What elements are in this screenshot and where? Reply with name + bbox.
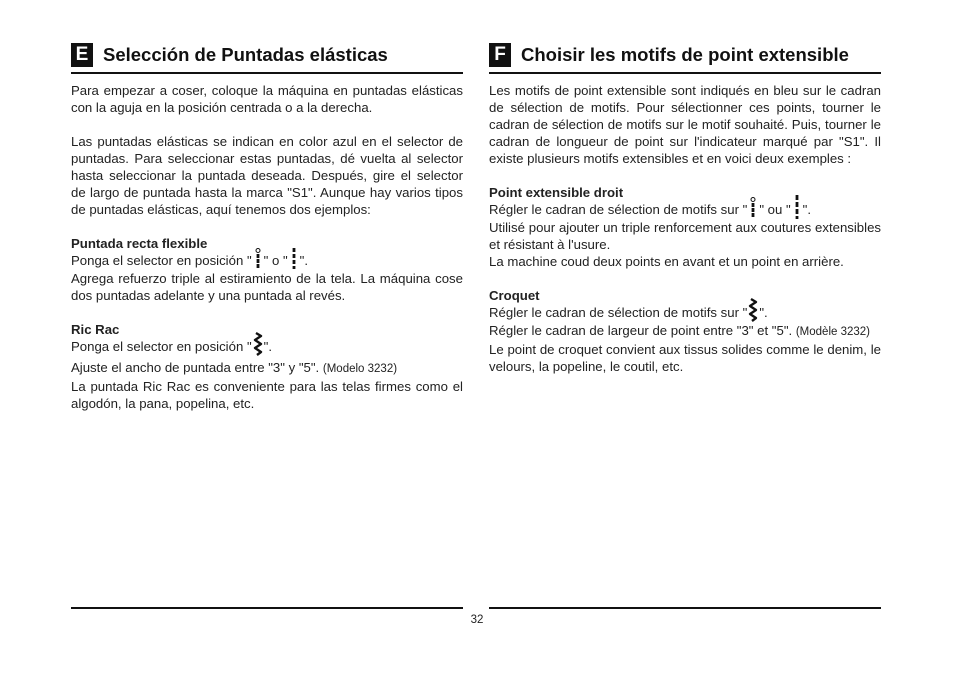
footer-rule-right bbox=[489, 607, 881, 609]
instruction-line: Régler le cadran de sélection de motifs sur " ". bbox=[489, 304, 881, 322]
subheading-ric-rac: Ric Rac bbox=[71, 322, 120, 338]
instruction-line: Ponga el selector en posición " " o " ". bbox=[71, 252, 463, 270]
straight-stretch-usage: Utilisé pour ajouter un triple renforcement aux coutures extensibles et résistant à l'usure. bbox=[489, 220, 881, 253]
footer-rule-left bbox=[71, 607, 463, 609]
subheading-straight-stretch: Puntada recta flexible bbox=[71, 236, 208, 251]
croquet-description: Le point de croquet convient aux tissus solides comme le denim, le velours, la popeline, le coutil, etc. bbox=[489, 342, 881, 375]
instruction-line: Régler le cadran de sélection de motifs sur " " ou " ". bbox=[489, 201, 881, 219]
width-instruction: Ajuste el ancho de puntada entre "3" y "5". (Modelo 3232) bbox=[71, 360, 398, 376]
description-paragraph: Las puntadas elásticas se indican en color azul en el selector de puntadas. Para seleccionar estas puntadas, dé vuelta al selector hasta seleccionar la puntada deseada. Después, gire el selector de largo de puntada hasta la marca "S1". Aunque hay varios tipos de puntadas elásticas, aquí tenemos dos ejemplos: bbox=[71, 134, 463, 217]
section-header bbox=[489, 40, 881, 74]
subheading-straight-stretch: Point extensible droit bbox=[489, 185, 624, 200]
subheading-croquet: Croquet bbox=[489, 288, 540, 304]
straight-stitch-center-icon bbox=[748, 202, 758, 219]
page-number: 32 bbox=[470, 614, 484, 626]
section-french bbox=[489, 40, 881, 375]
width-instruction: Régler le cadran de largeur de point entre "3" et "5". (Modèle 3232) bbox=[489, 323, 870, 339]
section-title: Selección de Puntadas elásticas bbox=[103, 44, 388, 65]
language-badge: E bbox=[71, 43, 93, 67]
section-title: Choisir les motifs de point extensible bbox=[521, 44, 849, 65]
ric-rac-description: La puntada Ric Rac es conveniente para las telas firmes como el algodón, la pana, popelina, etc. bbox=[71, 379, 463, 412]
section-header bbox=[71, 40, 463, 74]
intro-paragraph: Para empezar a coser, coloque la máquina en puntadas elásticas con la aguja en la posición centrada o a la derecha. bbox=[71, 83, 463, 115]
straight-stretch-description: Agrega refuerzo triple al estiramiento de la tela. La máquina cose dos puntadas adelante y una puntada al revés. bbox=[71, 271, 463, 304]
model-note: (Modelo 3232) bbox=[322, 363, 398, 376]
instruction-line: Ponga el selector en posición " ". bbox=[71, 338, 463, 356]
straight-stretch-description: La machine coud deux points en avant et un point en arrière. bbox=[489, 254, 844, 270]
model-note: (Modèle 3232) bbox=[795, 326, 870, 339]
language-badge: F bbox=[489, 43, 511, 67]
ric-rac-stitch-icon bbox=[253, 339, 263, 356]
ric-rac-stitch-icon bbox=[748, 305, 758, 322]
straight-stitch-icon bbox=[289, 253, 299, 270]
straight-stitch-icon bbox=[792, 202, 802, 219]
section-spanish bbox=[71, 40, 463, 412]
straight-stitch-center-icon bbox=[253, 253, 263, 270]
intro-paragraph: Les motifs de point extensible sont indiqués en bleu sur le cadran de sélection de motifs. Pour sélectionner ces points, tourner le cadran de sélection de motifs sur le motif souhaité. Puis, tourner le cadran de longueur de point sur l'indicateur marqué par "S1". Il existe plusieurs motifs extensibles et en voici deux exemples : bbox=[489, 83, 881, 166]
